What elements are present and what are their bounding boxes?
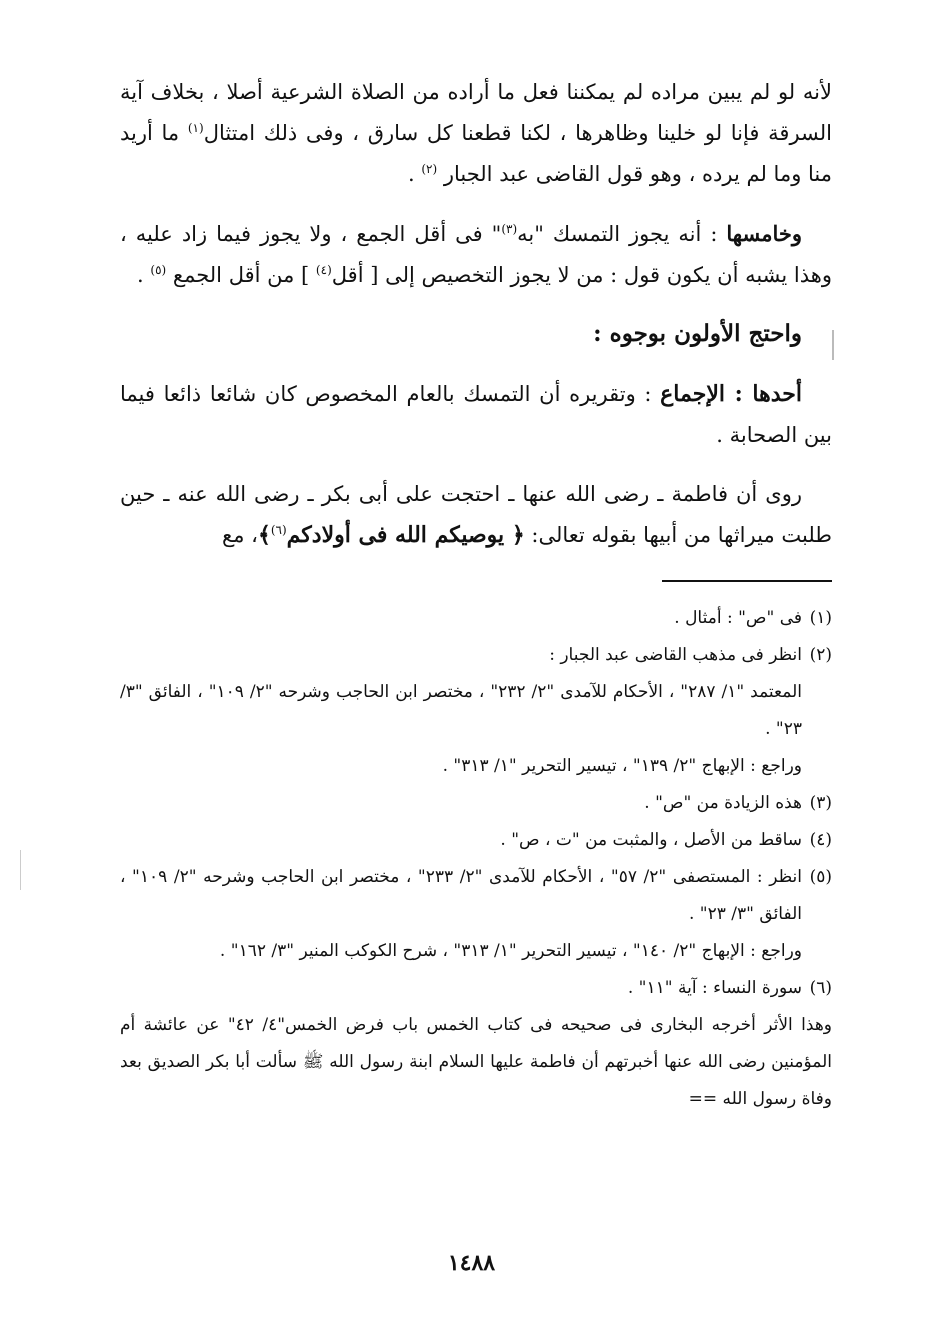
paragraph-4-a: روى أن فاطمة ـ رضى الله عنها ـ احتجت على أبى بكر ـ رضى الله عنه ـ حين طلبت ميراثها من أبيها بقوله تعالى: (120, 482, 832, 547)
paragraph-4-end: ، مع (222, 523, 258, 547)
paragraph-1-mid: ما أريد منا وما لم يرده ، وهو قول القاضى عبد الجبار (120, 121, 832, 186)
footnote-line: فى "ص" : أمثال . (674, 608, 802, 628)
footnote-line: المعتمد "١/ ٢٨٧" ، الأحكام للآمدى "٢/ ٢٣٢" ، مختصر ابن الحاجب وشرحه "٢/ ١٠٩" ، الفائق "٣/ ٢٣" . (120, 682, 802, 739)
paragraph-1-end: . (407, 162, 422, 186)
footnote-continuation-text: وهذا الأثر أخرجه البخارى فى صحيحه فى كتاب الخمس باب فرض الخمس"٤/ ٤٢" عن عائشة أم المؤمنين رضى الله عنها أخبرتهم أن فاطمة عليها السلام ابنة رسول الله ﷺ سألت أبا بكر الصديق بعد وفاة رسول الله == (120, 1015, 832, 1109)
footnote-line: انظر : المستصفى "٢/ ٥٧" ، الأحكام للآمدى "٢/ ٢٣٣" ، مختصر ابن الحاجب وشرحه "٢/ ١٠٩" ، الفائق "٣/ ٢٣" . (120, 867, 803, 924)
footnote-line: سورة النساء : آية "١١" . (627, 978, 802, 998)
footnote-ref-6: (٦) (270, 523, 287, 537)
footnote-line: وراجع : الإبهاج "٢/ ١٤٠" ، تيسير التحرير "١/ ٣١٣" ، شرح الكوكب المنير "٣/ ١٦٢" . (219, 941, 802, 961)
footnote-6 (120, 970, 832, 1007)
footnote-3 (120, 785, 832, 822)
page-number: ١٤٨٨ (447, 1250, 496, 1276)
footnote-number: (٥) (809, 867, 832, 887)
footnote-2 (120, 637, 832, 785)
footnote-number: (٣) (809, 793, 832, 813)
footnote-line: انظر فى مذهب القاضى عبد الجبار : (549, 645, 802, 665)
footnote-ref-2: (٢) (421, 162, 438, 176)
paragraph-2-c: ] من أقل الجمع (166, 263, 316, 287)
footnote-number: (٦) (809, 978, 832, 998)
footnote-ref-4: (٤) (315, 263, 332, 277)
quran-verse-close: ﴾ (257, 522, 271, 548)
paragraph-2-lead: وخامسها (726, 221, 802, 246)
paragraph-3 (120, 374, 832, 456)
paragraph-1 (120, 72, 832, 195)
footnote-line: ساقط من الأصل ، والمثبت من "ت ، ص" . (500, 830, 802, 850)
footnote-continuation (120, 1007, 832, 1118)
footnote-ref-1: (١) (187, 121, 204, 135)
paragraph-3-text: : وتقريره أن التمسك بالعام المخصوص كان شائعا ذائعا فيما بين الصحابة . (120, 382, 832, 447)
paragraph-3-lead: أحدها : الإجماع (660, 381, 803, 407)
footnote-ref-3: (٣) (501, 222, 518, 236)
paragraph-4 (120, 474, 832, 556)
footnote-1 (120, 600, 832, 637)
footnotes (120, 600, 832, 1118)
scan-margin-mark (20, 850, 21, 890)
footnote-number: (١) (809, 608, 832, 628)
footnote-ref-5: (٥) (150, 263, 167, 277)
paragraph-2-a: : أنه يجوز التمسك "به (517, 222, 727, 246)
footnote-line: وراجع : الإبهاج "٢/ ١٣٩" ، تيسير التحرير "١/ ٣١٣" . (442, 756, 802, 776)
footnote-line: هذه الزيادة من "ص" . (644, 793, 802, 813)
footnote-divider (662, 580, 832, 582)
section-heading: واحتج الأولون بوجوه : (593, 320, 802, 347)
quran-verse: ﴿ يوصيكم الله فى أولادكم (286, 522, 525, 548)
paragraph-2-end: . (137, 263, 151, 287)
footnote-number: (٢) (809, 645, 832, 665)
footnote-4 (120, 822, 832, 859)
paragraph-2 (120, 213, 832, 296)
scan-margin-mark (832, 330, 834, 360)
footnote-5 (120, 859, 832, 970)
paragraph-1-text: لأنه لو لم يبين مراده لم يمكننا فعل ما أراده من الصلاة الشرعية أصلا ، بخلاف آية السرقة فإنا لو خلينا وظاهرها ، لكنا قطعنا كل سارق ، وفى ذلك امتثال (120, 80, 832, 145)
main-text (120, 72, 832, 556)
page-body (120, 72, 832, 1118)
footnote-number: (٤) (809, 830, 832, 850)
paragraph-2-b: " فى أقل الجمع ، ولا يجوز فيما زاد عليه ، وهذا يشبه أن يكون قول : من لا يجوز التخصيص إلى [ أقل (120, 222, 832, 287)
